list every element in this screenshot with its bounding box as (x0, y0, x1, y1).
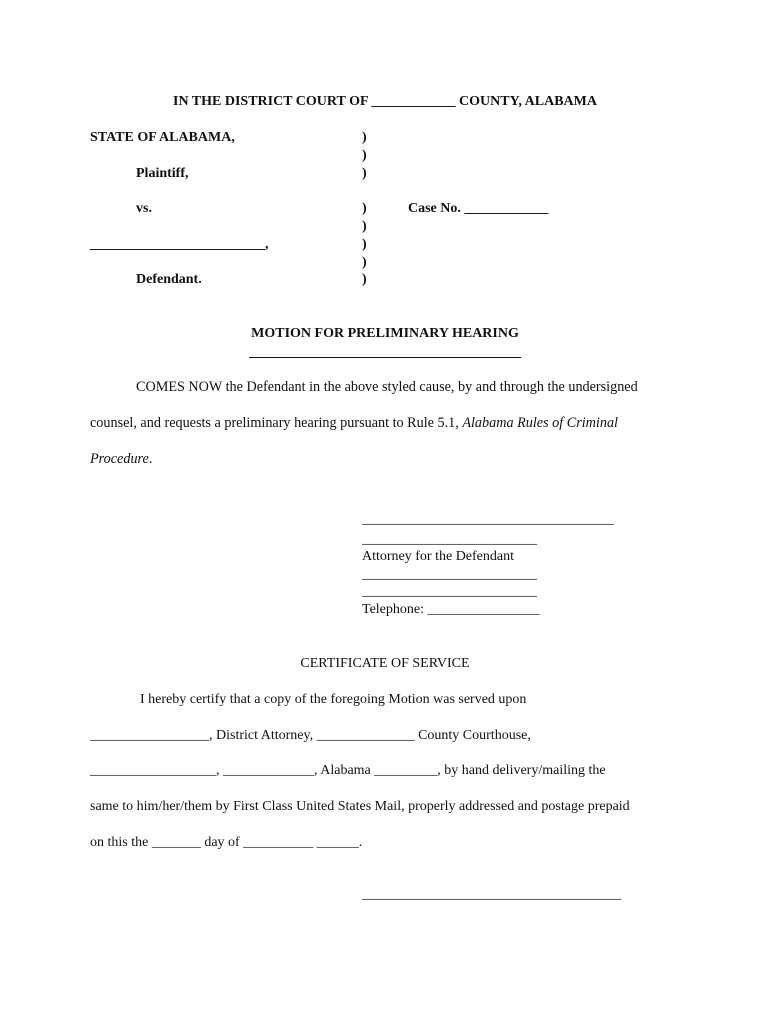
certificate-line: I hereby certify that a copy of the foregoing Motion was served upon (140, 692, 527, 707)
caption-paren: ) (362, 237, 367, 252)
certificate-title: CERTIFICATE OF SERVICE (300, 656, 470, 671)
defendant-role: Defendant. (136, 272, 202, 287)
motion-body-text: counsel, and requests a preliminary hearing pursuant to Rule 5.1, (90, 415, 463, 431)
rule-citation: Procedure (90, 451, 149, 467)
caption-paren: ) (362, 166, 367, 181)
motion-body-line (90, 451, 152, 468)
signature-line: ____________________________________ (362, 512, 614, 527)
certificate-line: _________________, District Attorney, ______________ County Courthouse, (90, 728, 531, 743)
caption-paren: ) (362, 255, 367, 270)
court-heading: IN THE DISTRICT COURT OF ____________ COUNTY, ALABAMA (173, 94, 597, 109)
attorney-label: Attorney for the Defendant (362, 549, 514, 564)
caption-paren: ) (362, 272, 367, 287)
motion-body-line: COMES NOW the Defendant in the above styled cause, by and through the undersigned (136, 379, 638, 395)
certificate-line: on this the _______ day of __________ ______. (90, 835, 363, 850)
certificate-line: __________________, _____________, Alabama _________, by hand delivery/mailing the (90, 763, 606, 778)
plaintiff-party: STATE OF ALABAMA, (90, 130, 235, 145)
plaintiff-role: Plaintiff, (136, 166, 189, 181)
address-blank: _________________________ (362, 584, 537, 599)
title-underline (249, 357, 521, 358)
motion-body-text: . (148, 451, 153, 467)
rule-citation: Alabama Rules of Criminal (462, 415, 618, 431)
certificate-line: same to him/her/them by First Class United States Mail, properly addressed and postage prepaid (90, 799, 630, 814)
caption-paren: ) (362, 130, 367, 145)
caption-paren: ) (362, 201, 367, 216)
address-blank: _________________________ (362, 567, 537, 582)
versus-label: vs. (136, 201, 152, 216)
telephone-blank: Telephone: ________________ (362, 602, 540, 617)
motion-title: MOTION FOR PRELIMINARY HEARING (251, 326, 519, 341)
defendant-name-blank: _________________________, (90, 237, 269, 252)
certificate-signature-line: _____________________________________ (362, 887, 621, 902)
case-number: Case No. ____________ (408, 201, 549, 216)
caption-paren: ) (362, 148, 367, 163)
motion-body-line (90, 415, 618, 432)
caption-paren: ) (362, 219, 367, 234)
attorney-name-blank: _________________________ (362, 532, 537, 547)
